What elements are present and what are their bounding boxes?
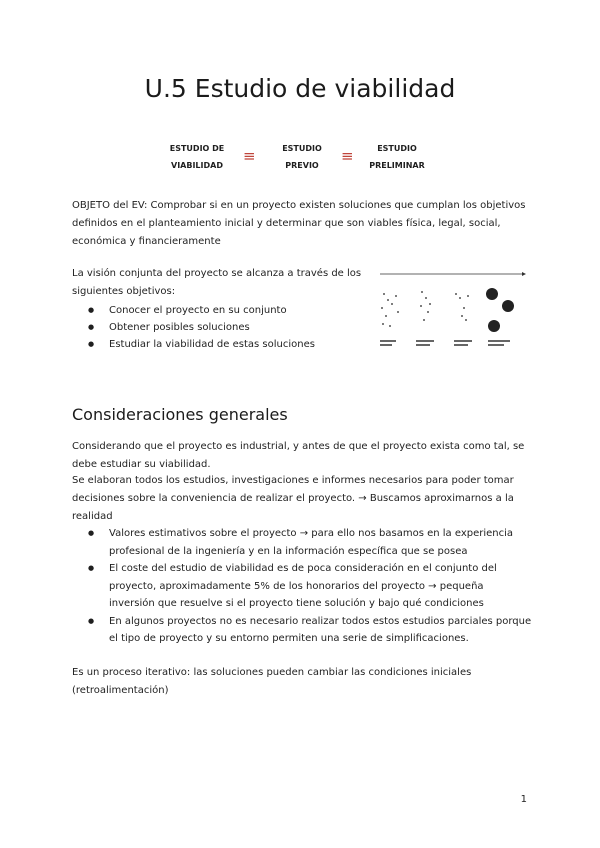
list-item: ● Obtener posibles soluciones — [72, 319, 362, 336]
equivalent-symbol-1: ≡ — [243, 147, 256, 165]
page-title: U.5 Estudio de viabilidad — [144, 74, 456, 103]
vision-intro-line1: La visión conjunta del proyecto se alcanza a través de los — [72, 268, 362, 279]
considerando-paragraph: Considerando que el proyecto es industrial, y antes de que el proyecto exista como tal, se debe estudiar su viabilidad. — [72, 441, 525, 470]
list-item: ● En algunos proyectos no es necesario realizar todos estos estudios parciales porque el tipo de proyecto y su entorno permiten una serie de simplificaciones. — [72, 613, 532, 648]
page-number: 1 — [520, 794, 527, 805]
vision-intro-line2: siguientes objetivos: — [72, 286, 176, 297]
term-estudio-preliminar: ESTUDIO PRELIMINAR — [369, 144, 425, 170]
list-item: ● Conocer el proyecto en su conjunto — [72, 302, 362, 319]
objeto-paragraph: OBJETO del EV: Comprobar si en un proyecto existen soluciones que cumplan los objetivos definidos en el planteamiento inicial y determinar que son viables física, legal, social, económica y financieramente — [72, 200, 526, 247]
convergence-sketch — [374, 268, 530, 358]
equivalent-symbol-2: ≡ — [341, 147, 354, 165]
estudios-paragraph: Se elaboran todos los estudios, investigaciones e informes necesarios para poder tomar decisiones sobre la conveniencia de realizar el proyecto. → Buscamos aproximarnos a la realidad — [72, 475, 514, 522]
list-item: ● Estudiar la viabilidad de estas soluciones — [72, 336, 362, 353]
iterative-process-paragraph: Es un proceso iterativo: las soluciones pueden cambiar las condiciones iniciales (retroalimentación) — [72, 667, 472, 696]
list-item: ● Valores estimativos sobre el proyecto → para ello nos basamos en la experiencia profesional de la ingeniería y en la información específica que se posea — [72, 525, 532, 560]
section-heading: Consideraciones generales — [72, 405, 288, 424]
objectives-list — [72, 302, 362, 353]
term-estudio-previo: ESTUDIO PREVIO — [282, 144, 322, 170]
equivalence-diagram — [0, 140, 600, 174]
considerations-list — [72, 525, 532, 648]
term-estudio-viabilidad: ESTUDIO DE VIABILIDAD — [169, 144, 225, 170]
list-item: ● El coste del estudio de viabilidad es de poca consideración en el conjunto del proyecto, aproximadamente 5% de los honorarios del proyecto → pequeña inversión que resuelve si el proyecto tiene solución y bajo qué condiciones — [72, 560, 532, 613]
